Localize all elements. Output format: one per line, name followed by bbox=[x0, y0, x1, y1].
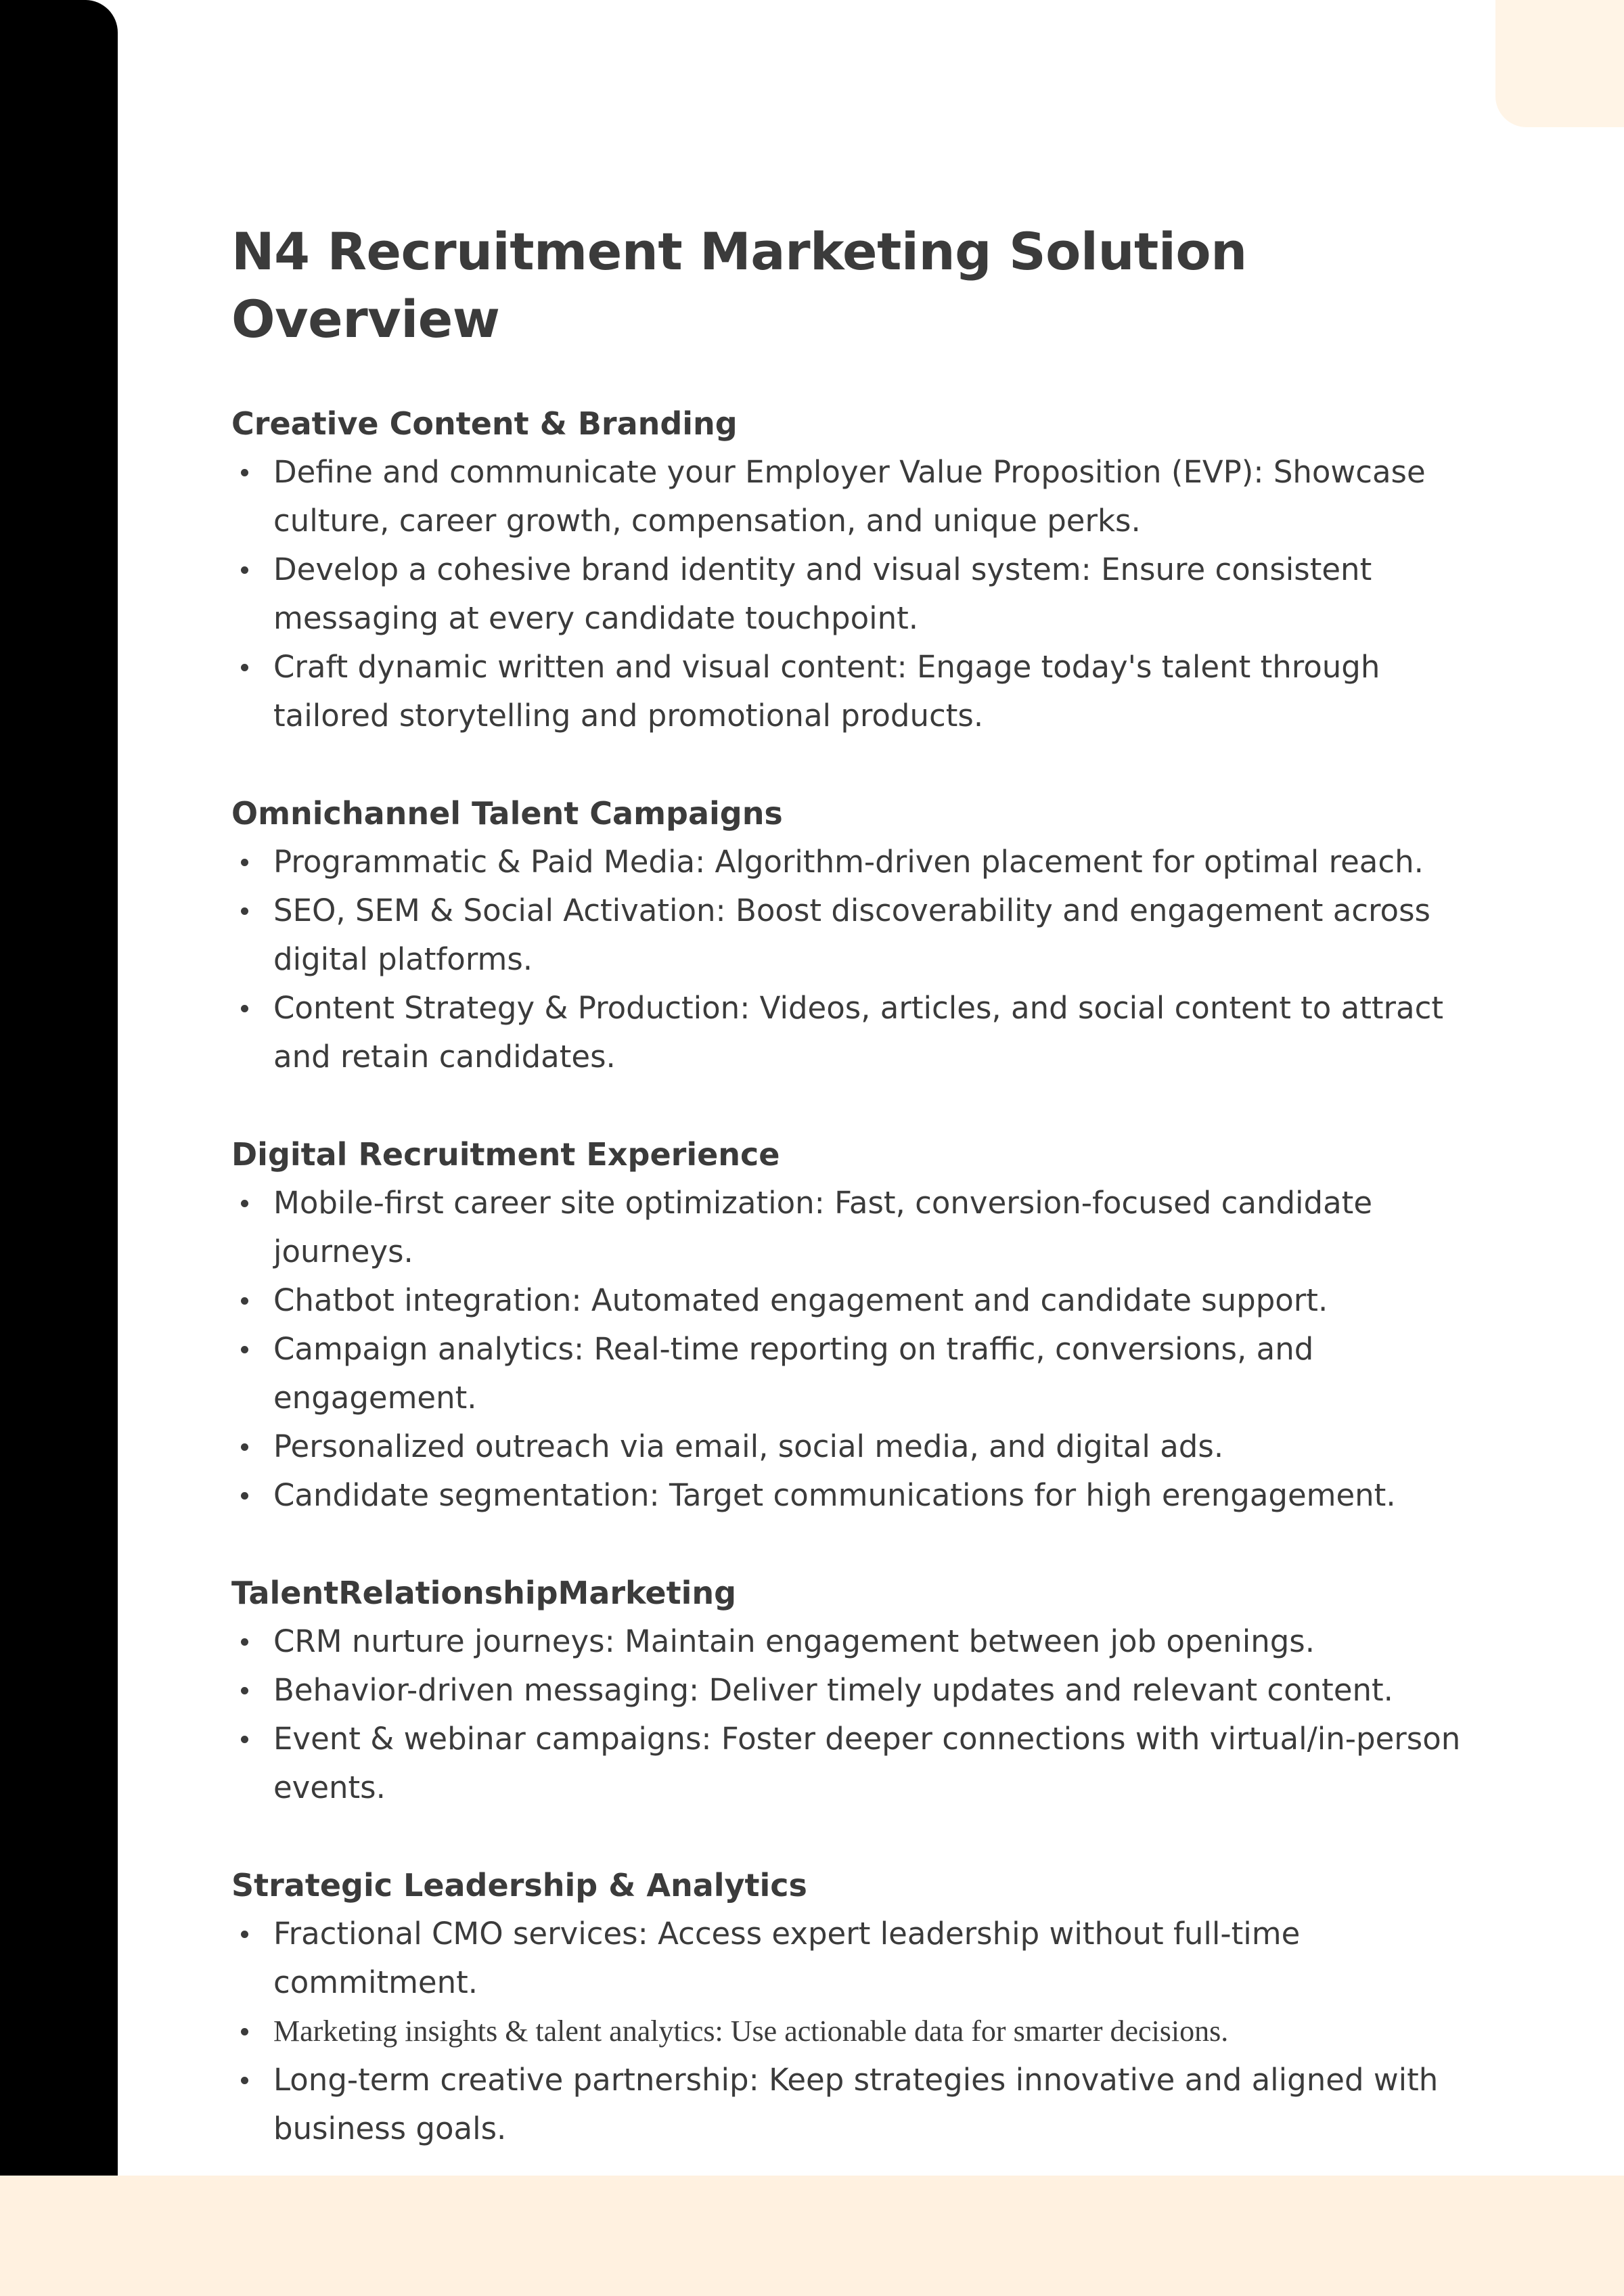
section-talent-relationship-marketing bbox=[231, 1569, 1504, 1812]
list-item: Behavior-driven messaging: Deliver timely updates and relevant content. bbox=[231, 1666, 1504, 1715]
list-item: Programmatic & Paid Media: Algorithm-driven placement for optimal reach. bbox=[231, 838, 1504, 886]
bullet-list bbox=[231, 838, 1504, 1081]
document-body bbox=[231, 218, 1504, 2202]
list-item: Long-term creative partnership: Keep strategies innovative and aligned with business goals. bbox=[231, 2056, 1504, 2153]
list-item: Event & webinar campaigns: Foster deeper connections with virtual/in-person events. bbox=[231, 1715, 1504, 1812]
list-item: Define and communicate your Employer Value Proposition (EVP): Showcase culture, career growth, compensation, and unique perks. bbox=[231, 448, 1504, 545]
list-item: Mobile-first career site optimization: Fast, conversion-focused candidate journeys. bbox=[231, 1179, 1504, 1276]
left-decorative-bar bbox=[0, 0, 118, 2296]
list-item: Marketing insights & talent analytics: Use actionable data for smarter decisions. bbox=[231, 2007, 1504, 2056]
list-item: CRM nurture journeys: Maintain engagement between job openings. bbox=[231, 1617, 1504, 1666]
section-omnichannel-talent-campaigns bbox=[231, 789, 1504, 1081]
bullet-list bbox=[231, 448, 1504, 740]
list-item: Craft dynamic written and visual content: Engage today's talent through tailored storytelling and promotional products. bbox=[231, 643, 1504, 740]
section-heading: Creative Content & Branding bbox=[231, 405, 738, 442]
list-item: SEO, SEM & Social Activation: Boost discoverability and engagement across digital platforms. bbox=[231, 886, 1504, 984]
bullet-list bbox=[231, 1617, 1504, 1812]
list-item: Chatbot integration: Automated engagement and candidate support. bbox=[231, 1276, 1504, 1325]
list-item: Content Strategy & Production: Videos, articles, and social content to attract and retain candidates. bbox=[231, 984, 1504, 1081]
list-item: Develop a cohesive brand identity and visual system: Ensure consistent messaging at every candidate touchpoint. bbox=[231, 545, 1504, 643]
section-heading: Omnichannel Talent Campaigns bbox=[231, 795, 783, 832]
section-heading: Strategic Leadership & Analytics bbox=[231, 1867, 807, 1904]
top-right-accent-shape bbox=[1495, 0, 1624, 127]
list-item: Candidate segmentation: Target communications for high erengagement. bbox=[231, 1471, 1504, 1520]
section-digital-recruitment-experience bbox=[231, 1130, 1504, 1520]
list-item: Personalized outreach via email, social media, and digital ads. bbox=[231, 1422, 1504, 1471]
bullet-list bbox=[231, 1910, 1504, 2153]
list-item: Campaign analytics: Real-time reporting on traffic, conversions, and engagement. bbox=[231, 1325, 1504, 1422]
section-strategic-leadership-analytics bbox=[231, 1861, 1504, 2153]
page-title: N4 Recruitment Marketing Solution Overview bbox=[231, 221, 1247, 349]
section-creative-content-branding bbox=[231, 399, 1504, 740]
section-heading: Digital Recruitment Experience bbox=[231, 1136, 780, 1173]
list-item: Fractional CMO services: Access expert leadership without full-time commitment. bbox=[231, 1910, 1504, 2007]
section-heading: TalentRelationshipMarketing bbox=[231, 1575, 737, 1611]
bullet-list bbox=[231, 1179, 1504, 1520]
